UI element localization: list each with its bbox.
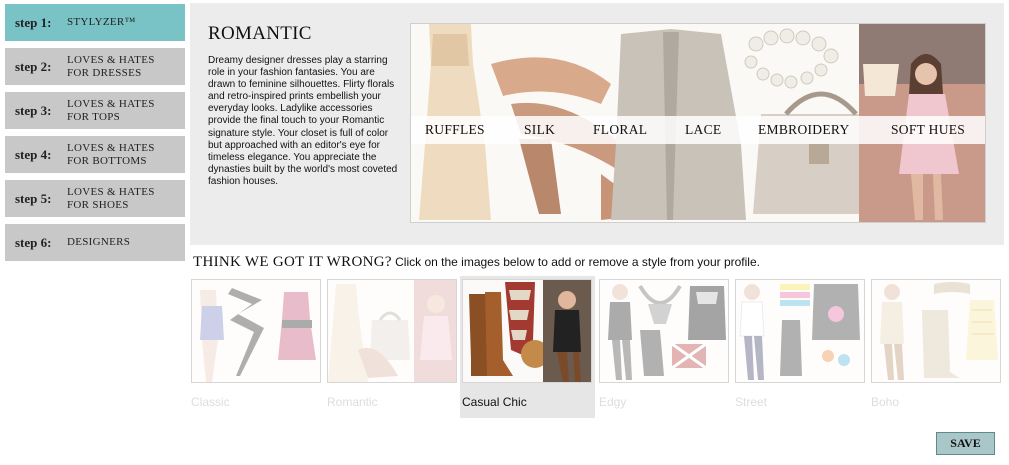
- thumbnail-overlay: [192, 280, 320, 382]
- step-shoes[interactable]: [5, 180, 185, 217]
- save-button[interactable]: SAVE: [936, 432, 995, 455]
- style-tile-street[interactable]: [733, 276, 868, 418]
- step-label: LOVES & HATES FOR TOPS: [67, 97, 155, 123]
- correction-instruction: Click on the images below to add or remove a style from your profile.: [395, 255, 760, 269]
- thumbnail-overlay: [736, 280, 864, 382]
- step-number: step 5:: [15, 190, 52, 206]
- step-number: step 1:: [15, 14, 52, 30]
- correction-heading: THINK WE GOT IT WRONG?: [193, 254, 392, 270]
- style-thumbnail-image[interactable]: [327, 279, 457, 383]
- style-title: ROMANTIC: [208, 23, 312, 44]
- style-tile-label: Street: [735, 395, 768, 409]
- keyword-label: SILK: [524, 122, 556, 137]
- step-tops[interactable]: [5, 92, 185, 129]
- style-thumbnail-image[interactable]: [735, 279, 865, 383]
- style-tile-classic[interactable]: [189, 276, 324, 418]
- thumbnail-overlay: [600, 280, 728, 382]
- step-label: STYLYZER™: [67, 16, 136, 28]
- keyword-label: EMBROIDERY: [758, 122, 850, 137]
- style-thumbnail-image[interactable]: [599, 279, 729, 383]
- keyword-label: FLORAL: [593, 122, 648, 137]
- style-result-panel: [190, 3, 1004, 245]
- step-label: DESIGNERS: [67, 236, 131, 248]
- style-tile-label: Casual Chic: [462, 395, 527, 409]
- style-tile-casual-chic[interactable]: [460, 276, 595, 418]
- thumbnail-overlay: [328, 280, 456, 382]
- step-dresses[interactable]: [5, 48, 185, 85]
- step-label: LOVES & HATES FOR BOTTOMS: [67, 141, 155, 167]
- style-tile-label: Romantic: [327, 395, 378, 409]
- style-collage-image: [410, 23, 986, 223]
- style-tile-romantic[interactable]: [325, 276, 460, 418]
- style-correction-prompt: [193, 254, 760, 271]
- style-tile-edgy[interactable]: [597, 276, 732, 418]
- style-thumbnail-image[interactable]: [191, 279, 321, 383]
- step-bottoms[interactable]: [5, 136, 185, 173]
- style-tile-label: Classic: [191, 395, 230, 409]
- steps-nav: [5, 4, 185, 268]
- style-thumbnail-image[interactable]: [462, 279, 592, 383]
- step-number: step 6:: [15, 234, 52, 250]
- step-label: LOVES & HATES FOR DRESSES: [67, 53, 155, 79]
- step-number: step 4:: [15, 146, 52, 162]
- thumbnail-overlay: [872, 280, 1000, 382]
- style-thumbnail-image[interactable]: [871, 279, 1001, 383]
- style-tile-boho[interactable]: [869, 276, 1004, 418]
- keyword-label: RUFFLES: [425, 122, 485, 137]
- step-stylyzer[interactable]: [5, 4, 185, 41]
- style-description: Dreamy designer dresses play a starring role in your fashion fantasies. You are drawn to feminine silhouettes. Flirty florals and retro-inspired prints embellish your everyday looks. Ladylike accessories provide the final touch to your Romantic signature style. Your closet is full of color but approached with an editor's eye for timeless elegance. You appreciate the dynasties built by the world's most coveted fashion houses.: [208, 55, 398, 187]
- style-tile-label: Edgy: [599, 395, 627, 409]
- step-label: LOVES & HATES FOR SHOES: [67, 185, 155, 211]
- step-number: step 3:: [15, 102, 52, 118]
- step-designers[interactable]: [5, 224, 185, 261]
- keyword-label: LACE: [685, 122, 722, 137]
- keyword-label: SOFT HUES: [891, 122, 966, 137]
- step-number: step 2:: [15, 58, 52, 74]
- style-tile-label: Boho: [871, 395, 900, 409]
